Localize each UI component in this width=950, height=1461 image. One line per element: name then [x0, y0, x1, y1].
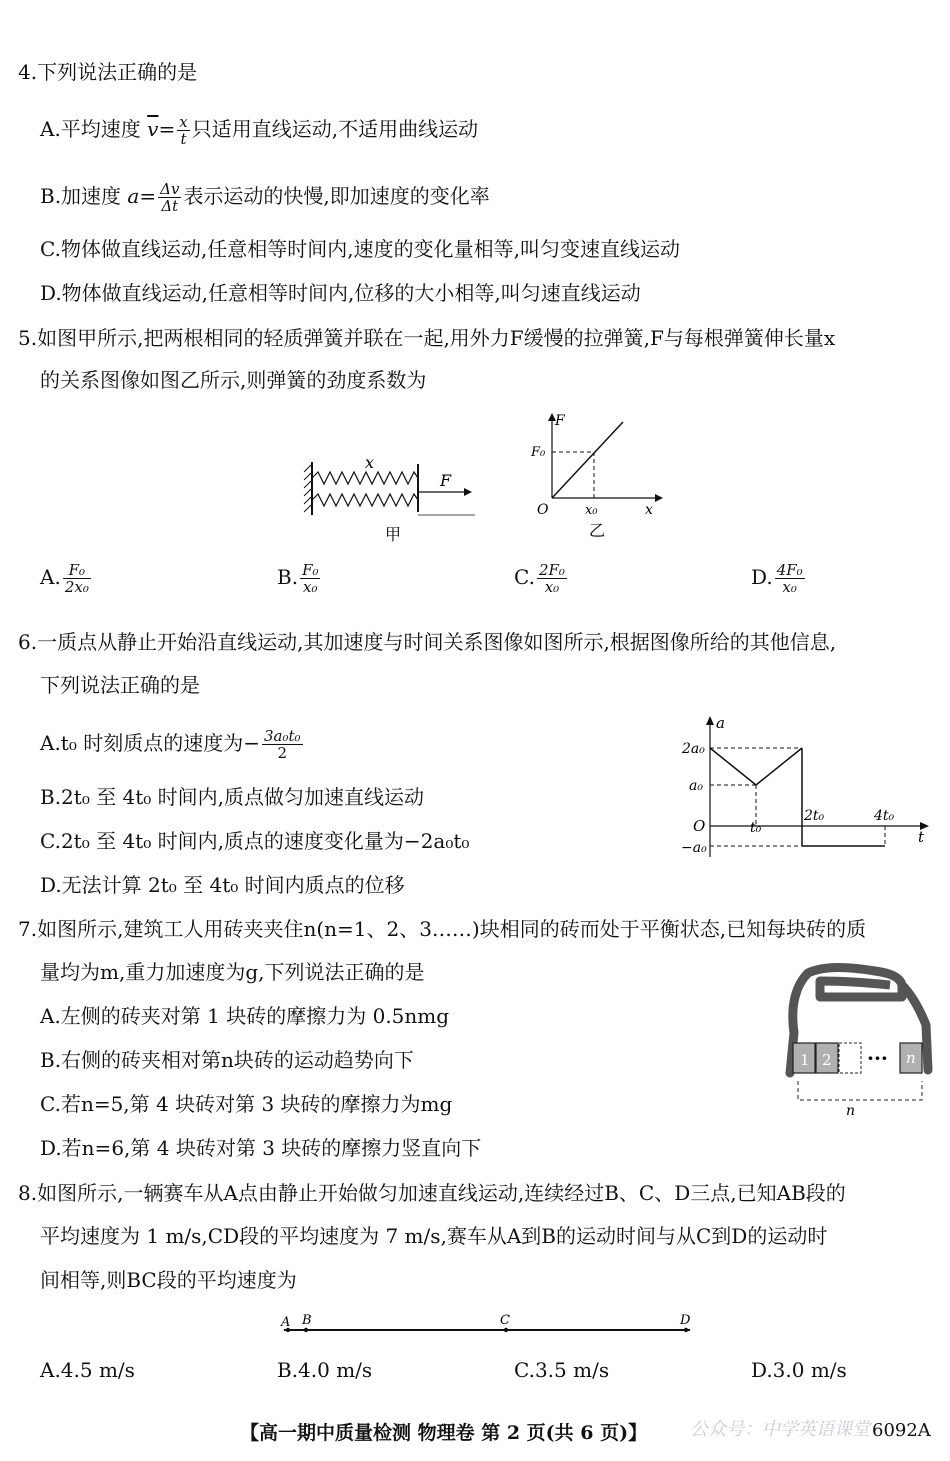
q6-at-graph	[680, 712, 935, 862]
brace-n-label: n	[846, 1103, 856, 1119]
brick-1-label: 1	[800, 1051, 810, 1069]
q7-option-a: A.左侧的砖夹对第 1 块砖的摩擦力为 0.5nmg	[40, 1004, 450, 1028]
q5-a-num: F₀	[63, 562, 91, 579]
q4-a-den: t	[180, 130, 187, 148]
q5-d-num: 4F₀	[776, 561, 803, 579]
q6-option-b: B.2t₀ 至 4t₀ 时间内,质点做匀加速直线运动	[40, 785, 425, 809]
q8-option-c: C.3.5 m/s	[514, 1358, 610, 1382]
q5-b-num: F₀	[302, 561, 319, 579]
tick-neg-a0: −a₀	[681, 840, 707, 856]
q6-option-a	[40, 728, 305, 761]
q5-stem-line2: 的关系图像如图乙所示,则弹簧的劲度系数为	[40, 368, 427, 392]
q6-stem-line1: 6.一质点从静止开始沿直线运动,其加速度与时间关系图像如图所示,根据图像所给的其他信息,	[18, 630, 837, 654]
q7-option-c: C.若n=5,第 4 块砖对第 3 块砖的摩擦力为mg	[40, 1092, 453, 1116]
x-axis-arrow	[655, 494, 663, 502]
tick-a0: a₀	[689, 778, 703, 794]
q5-c-fraction	[537, 562, 567, 595]
q5-a-den: 2x₀	[64, 578, 89, 596]
spring-top	[312, 472, 418, 484]
label-x: x	[365, 453, 375, 472]
q5-option-c	[514, 562, 569, 595]
q5-b-fraction	[300, 562, 320, 595]
axis-x-label: x	[645, 502, 653, 518]
page-footer: 【高一期中质量检测 物理卷 第 2 页(共 6 页)】	[240, 1422, 648, 1444]
q5-option-a	[40, 562, 93, 595]
spring-bottom	[312, 494, 418, 506]
axis-f-label: F	[555, 413, 565, 429]
brick-count-brace	[798, 1081, 922, 1100]
q4-stem: 4.下列说法正确的是	[18, 60, 198, 84]
q5-b-letter: B.	[277, 565, 299, 589]
clamp-handle	[793, 968, 902, 1034]
label-b: B	[302, 1313, 312, 1328]
q8-track-figure	[278, 1308, 698, 1338]
q4-a-prefix: A.平均速度	[40, 117, 141, 141]
q7-option-d: D.若n=6,第 4 块砖对第 3 块砖的摩擦力竖直向下	[40, 1136, 482, 1160]
q5-stem-line1: 5.如图甲所示,把两根相同的轻质弹簧并联在一起,用外力F缓慢的拉弹簧,F与每根弹簧伸长量x	[18, 326, 836, 350]
q4-option-b	[40, 181, 490, 214]
q4-b-num: Δv	[160, 180, 180, 198]
q8-option-a: A.4.5 m/s	[40, 1358, 135, 1382]
f-x-line	[552, 422, 623, 498]
q5-figure-jia	[300, 450, 490, 545]
wall-hatch	[304, 464, 312, 512]
q4-a-var: $\overline{v}$	[147, 117, 159, 141]
q5-option-b	[277, 562, 322, 595]
paper-code: 6092A	[872, 1420, 931, 1441]
q6-option-c: C.2t₀ 至 4t₀ 时间内,质点的速度变化量为−2a₀t₀	[40, 829, 470, 853]
q7-stem-line1: 7.如图所示,建筑工人用砖夹夹住n(n=1、2、3……)块相同的砖而处于平衡状态,已知每块砖的质	[18, 917, 867, 941]
label-c: C	[500, 1313, 510, 1328]
label-d: D	[680, 1313, 691, 1328]
brick-ellipsis: ···	[867, 1046, 888, 1070]
q4-b-var: a	[127, 184, 140, 208]
origin-o: O	[693, 817, 706, 835]
brick-n-label: n	[906, 1049, 916, 1067]
q4-b-eq: =	[139, 184, 157, 208]
label-a: A	[281, 1315, 291, 1330]
q5-d-den: x₀	[782, 578, 797, 596]
q4-a-num: x	[179, 113, 188, 131]
q6-option-d: D.无法计算 2t₀ 至 4t₀ 时间内质点的位移	[40, 873, 405, 897]
q4-b-fraction	[158, 181, 181, 214]
q5-a-fraction	[63, 562, 91, 595]
q5-c-num: 2F₀	[538, 561, 565, 579]
q5-d-fraction	[775, 562, 805, 595]
q4-b-suffix: 表示运动的快慢,即加速度的变化率	[183, 184, 490, 208]
axis-a-label: a	[716, 714, 725, 732]
q6-a-num: 3a₀t₀	[263, 727, 301, 745]
tick-t0: t₀	[750, 820, 762, 836]
origin-o: O	[537, 502, 549, 518]
q4-option-a	[40, 114, 478, 147]
q4-option-c: C.物体做直线运动,任意相等时间内,速度的变化量相等,叫匀变速直线运动	[40, 237, 681, 261]
q5-c-den: x₀	[544, 578, 560, 596]
q7-option-b: B.右侧的砖夹相对第n块砖的运动趋势向下	[40, 1048, 414, 1072]
tick-2a0: 2a₀	[682, 741, 705, 757]
q4-option-d: D.物体做直线运动,任意相等时间内,位移的大小相等,叫匀速直线运动	[40, 281, 641, 305]
point-d	[684, 1328, 688, 1332]
q4-a-fraction	[177, 114, 189, 147]
q5-a-letter: A.	[40, 565, 61, 589]
q6-a-den: 2	[277, 744, 288, 762]
q8-stem-line2: 平均速度为 1 m/s,CD段的平均速度为 7 m/s,赛车从A到B的运动时间与从C到D的运动时	[40, 1224, 828, 1248]
q5-d-letter: D.	[751, 565, 773, 589]
point-c	[504, 1328, 508, 1332]
q7-brick-clamp-figure	[780, 955, 940, 1125]
q6-stem-line2: 下列说法正确的是	[40, 673, 200, 697]
q8-stem-line3: 间相等,则BC段的平均速度为	[40, 1268, 297, 1292]
q8-option-b: B.4.0 m/s	[277, 1358, 373, 1382]
q6-a-fraction	[262, 728, 303, 761]
q8-stem-line1: 8.如图所示,一辆赛车从A点由静止开始做匀加速直线运动,连续经过B、C、D三点,已知AB段的	[18, 1181, 846, 1205]
q5-c-letter: C.	[514, 565, 535, 589]
q5-figure-yi	[525, 410, 670, 545]
a-curve-positive	[710, 748, 802, 785]
q5-option-d	[751, 562, 807, 595]
axis-t-label: t	[918, 828, 925, 846]
tick-f0: F₀	[531, 445, 546, 460]
tick-2t0: 2t₀	[804, 808, 825, 824]
tick-4t0: 4t₀	[874, 808, 895, 824]
q5-b-den: x₀	[303, 578, 318, 596]
q4-b-den: Δt	[161, 197, 179, 215]
a-axis-arrow	[706, 716, 714, 725]
brick-2-label: 2	[822, 1051, 832, 1069]
q4-a-eq: =	[158, 117, 176, 141]
q4-b-prefix: B.加速度	[40, 184, 122, 208]
tick-x0: x₀	[585, 503, 598, 518]
watermark: 公众号：中学英语课堂	[690, 1419, 870, 1440]
caption-yi: 乙	[589, 521, 606, 540]
point-b	[304, 1328, 308, 1332]
force-arrowhead	[464, 488, 472, 496]
q6-a-prefix: A.t₀ 时刻质点的速度为−	[40, 731, 260, 755]
q8-option-d: D.3.0 m/s	[751, 1358, 847, 1382]
brick-placeholder	[839, 1043, 861, 1073]
label-f: F	[440, 471, 452, 490]
caption-jia: 甲	[385, 525, 402, 544]
q4-a-suffix: 只适用直线运动,不适用曲线运动	[191, 117, 479, 141]
q7-stem-line2: 量均为m,重力加速度为g,下列说法正确的是	[40, 960, 425, 984]
